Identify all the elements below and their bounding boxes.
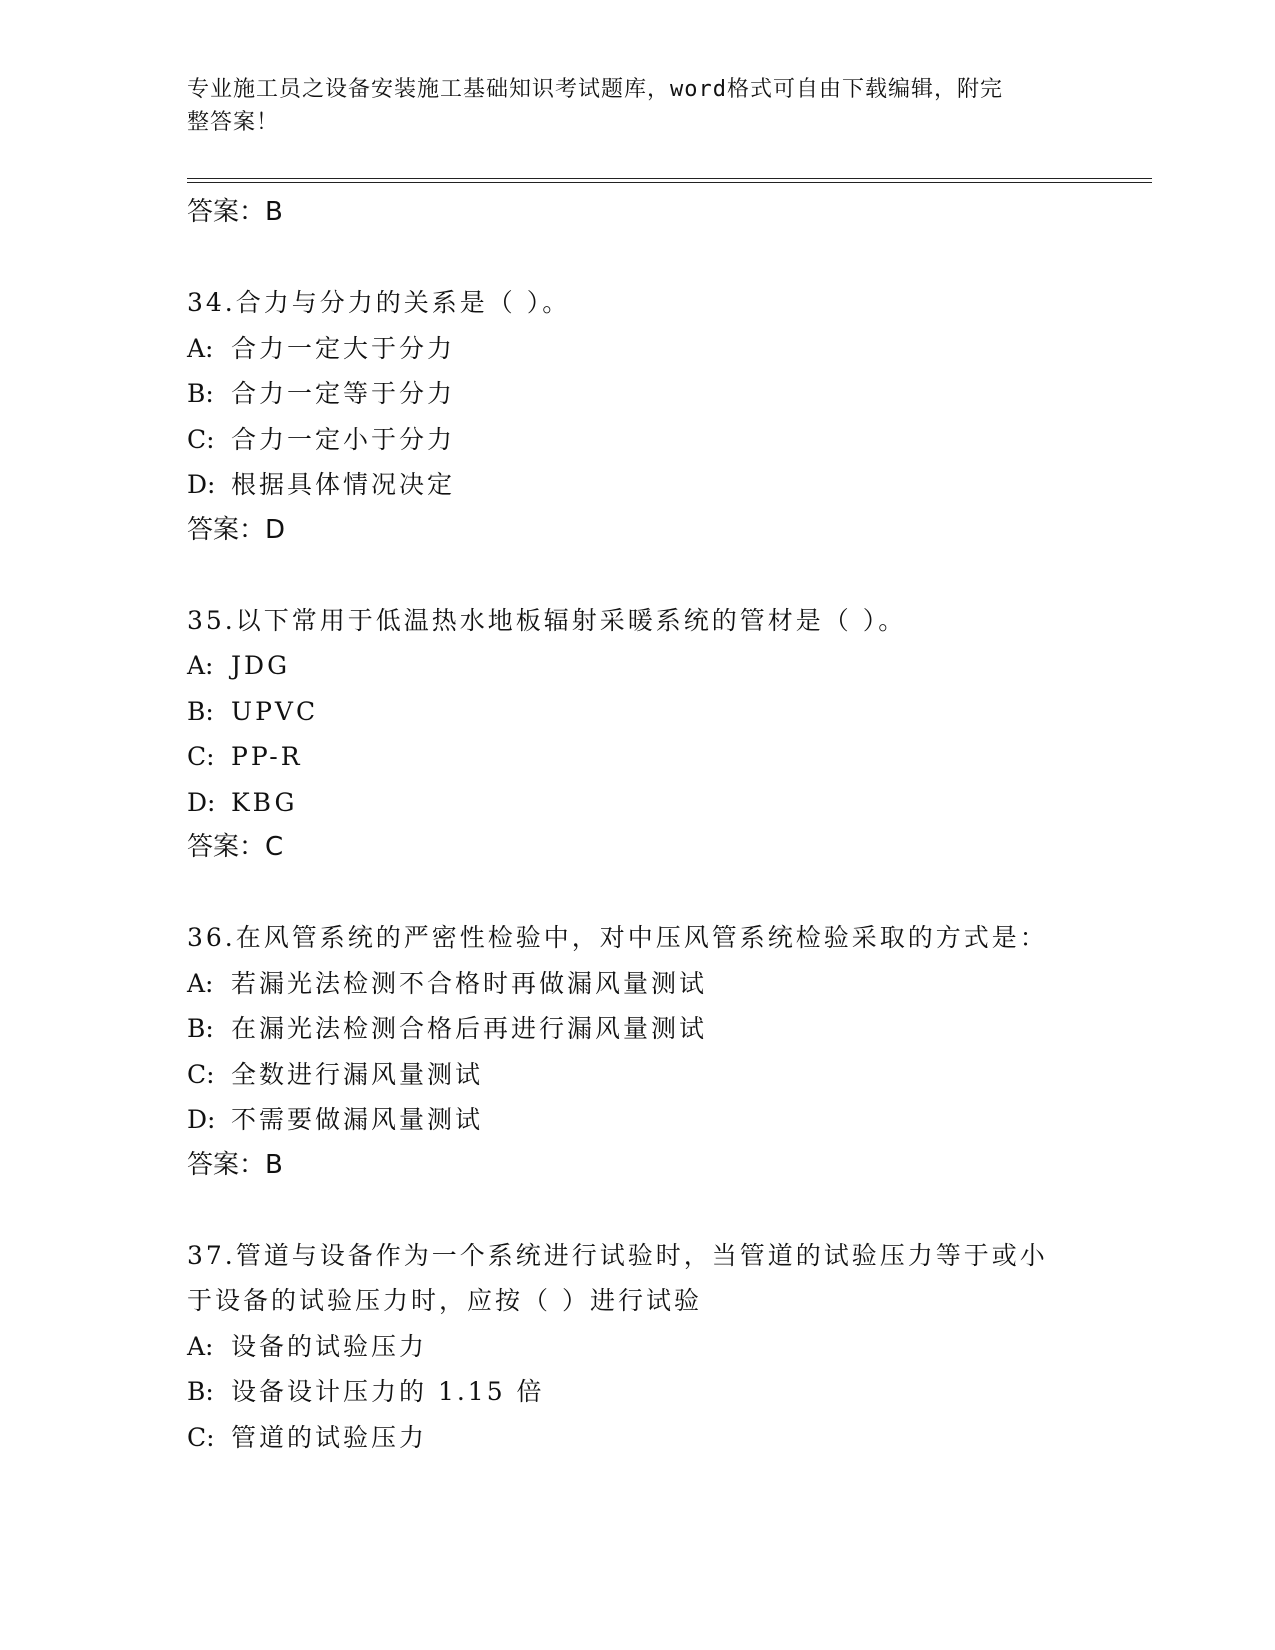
option-text: KBG [231,787,298,817]
question-text: 35.以下常用于低温热水地板辐射采暖系统的管材是（ ）。 [187,605,907,635]
option-text: 根据具体情况决定 [231,470,456,499]
option-c [187,417,1147,463]
header-divider-top [187,178,1152,179]
option-text: 若漏光法检测不合格时再做漏风量测试 [231,968,708,998]
question-list [187,190,1147,1460]
option-c [187,734,1147,780]
option-b [187,371,1147,417]
option-letter: B: [187,1014,214,1043]
option-b [187,689,1147,735]
option-text: 合力一定大于分力 [231,333,456,363]
option-a [187,326,1147,372]
header-title-line-1: 专业施工员之设备安装施工基础知识考试题库，word格式可自由下载编辑，附完 [187,77,1003,102]
question-text: 37.管道与设备作为一个系统进行试验时，当管道的试验压力等于或小 [187,1240,1048,1270]
question-block [187,1233,1147,1461]
option-b [187,1006,1147,1052]
option-c [187,1415,1147,1461]
option-text: 全数进行漏风量测试 [231,1059,484,1089]
questions-container [187,280,1147,1460]
option-letter: C: [187,742,215,771]
answer-label: 答案：D [187,514,286,545]
option-d [187,780,1147,826]
question-text: 34.合力与分力的关系是（ ）。 [187,288,571,317]
question-text: 于设备的试验压力时，应按（ ）进行试验 [187,1286,702,1315]
option-d [187,462,1147,508]
option-letter: A: [187,333,214,363]
option-a [187,961,1147,1007]
option-text: 管道的试验压力 [231,1422,428,1452]
option-letter: C: [187,1422,215,1452]
option-a [187,1324,1147,1370]
option-letter: A: [187,1331,214,1361]
answer-label: 答案：B [187,197,283,227]
option-letter: B: [187,696,214,726]
option-text: 合力一定等于分力 [231,379,456,408]
header-divider-bottom [187,182,1152,183]
option-letter: A: [187,968,214,998]
option-a [187,643,1147,689]
option-letter: B: [187,379,214,408]
option-letter: A: [187,651,214,680]
option-b [187,1369,1147,1415]
question-block [187,280,1147,553]
document-header [187,73,1067,139]
option-d [187,1097,1147,1143]
option-text: UPVC [231,696,319,726]
option-text: 合力一定小于分力 [231,424,456,454]
option-text: JDG [231,651,291,680]
option-letter: B: [187,1377,214,1406]
question-text: 36.在风管系统的严密性检验中，对中压风管系统检验采取的方式是： [187,923,1048,952]
option-text: 不需要做漏风量测试 [231,1105,484,1134]
option-c [187,1052,1147,1098]
question-block [187,915,1147,1188]
option-letter: C: [187,424,215,454]
answer-label: 答案：B [187,1149,283,1180]
answer-label: 答案：C [187,832,284,862]
option-text: 设备的试验压力 [231,1331,428,1361]
option-letter: D: [187,787,216,817]
option-text: PP-R [231,742,303,771]
option-text: 设备设计压力的 1.15 倍 [231,1377,545,1406]
option-letter: C: [187,1059,215,1089]
header-title-line-2: 整答案！ [187,110,280,135]
option-text: 在漏光法检测合格后再进行漏风量测试 [231,1014,708,1043]
option-letter: D: [187,1105,216,1134]
option-letter: D: [187,470,216,499]
question-block [187,598,1147,871]
